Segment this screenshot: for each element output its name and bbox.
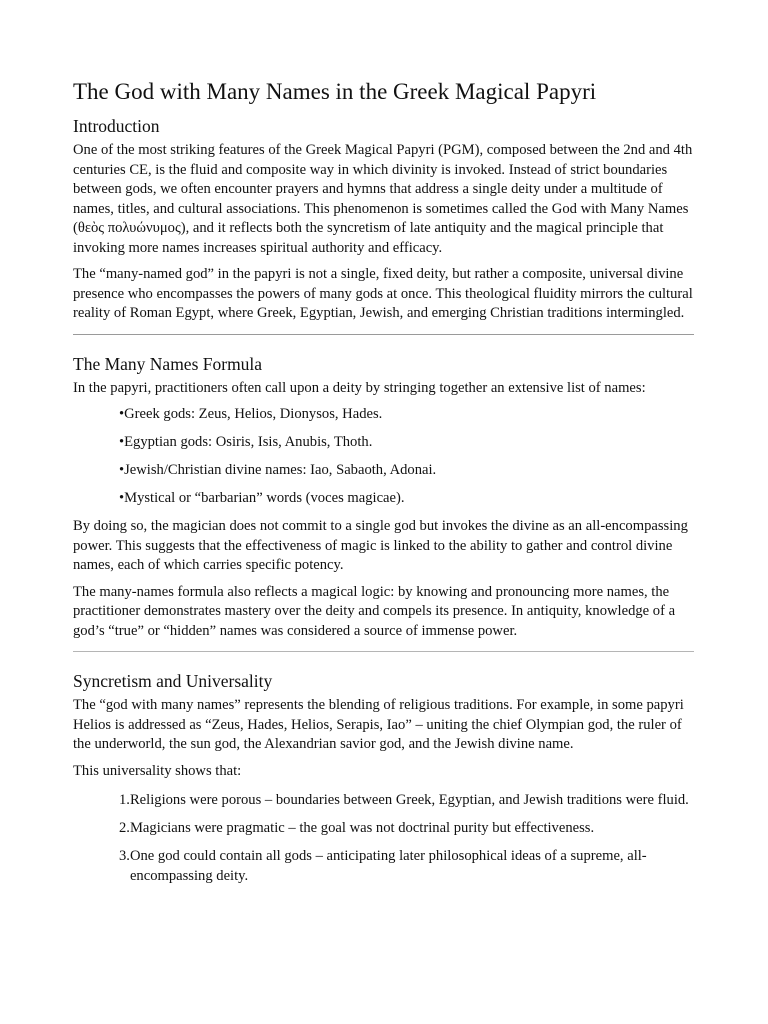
list-item-text: Religions were porous – boundaries between Greek, Egyptian, and Jewish traditions were fluid. (129, 792, 689, 808)
paragraph: The “many-named god” in the papyri is not a single, fixed deity, but rather a composite, universal divine presence who encompasses the powers of many gods at once. This theological fluidity mirrors the cultural reality of Roman Egypt, where Greek, Egyptian, Jewish, and emerging Christian traditions intermingled. (73, 266, 693, 321)
list-item (119, 405, 694, 425)
bullet-marker: • (119, 490, 125, 506)
list-item-text: One god could contain all gods – anticipating later philosophical ideas of a supreme, all-encompassing deity. (129, 848, 647, 884)
list-item-text: Greek gods: Zeus, Helios, Dionysos, Hades. (124, 406, 383, 422)
list-item-text: Egyptian gods: Osiris, Isis, Anubis, Thoth. (124, 434, 373, 450)
list-item-text: Jewish/Christian divine names: Iao, Sabaoth, Adonai. (124, 462, 437, 478)
list-item (119, 791, 694, 811)
section-heading-formula: The Many Names Formula (73, 353, 263, 374)
bullet-marker: • (119, 434, 125, 450)
paragraph: The many-names formula also reflects a magical logic: by knowing and pronouncing more names, the practitioner demonstrates mastery over the deity and compels its presence. In antiquity, knowledge of a god’s “true” or “hidden” names was considered a source of immense power. (73, 583, 676, 639)
section-heading-introduction: Introduction (73, 116, 160, 136)
list-number: 3. (119, 848, 130, 864)
bullet-marker: • (119, 406, 125, 422)
list-number: 2. (119, 820, 130, 836)
paragraph: The “god with many names” represents the blending of religious traditions. For example, in some papyri Helios is addressed as “Zeus, Hades, Helios, Serapis, Iao” – uniting the chief Olympian god, the ruler of the underworld, the sun god, the Alexandrian savior god, and the Jewish divine name. (73, 697, 684, 752)
list-number: 1. (119, 792, 130, 808)
list-item-text: Mystical or “barbarian” words (voces magicae). (124, 490, 405, 506)
page-title: The God with Many Names in the Greek Magical Papyri (73, 79, 597, 104)
bullet-marker: • (119, 462, 125, 478)
paragraph: This universality shows that: (73, 762, 242, 779)
list-item (119, 819, 694, 839)
numbered-list (73, 791, 694, 886)
paragraph: By doing so, the magician does not commit to a single god but invokes the divine as an all-encompassing power. This suggests that the effectiveness of magic is linked to the ability to gather and control divine names, each of which carries specific potency. (73, 518, 688, 573)
paragraph: One of the most striking features of the Greek Magical Papyri (PGM), composed between the 2nd and 4th centuries CE, is the fluid and composite way in which divinity is invoked. Instead of strict boundaries between gods, we often encounter prayers and hymns that address a single deity under a multitude of names, titles, and cultural associations. This phenomenon is sometimes called the God with Many Names (θεὸς πολυώνυμος), and it reflects both the syncretism of late antiquity and the magical principle that invoking more names increases spiritual authority and efficacy. (73, 142, 693, 256)
section-divider (73, 334, 694, 335)
section-divider (73, 651, 694, 652)
list-item (119, 489, 694, 509)
list-item-text: Magicians were pragmatic – the goal was not doctrinal purity but effectiveness. (129, 820, 595, 836)
list-item (119, 847, 694, 886)
paragraph: In the papyri, practitioners often call upon a deity by stringing together an extensive list of names: (73, 379, 646, 396)
bullet-list (73, 405, 694, 509)
section-heading-syncretism: Syncretism and Universality (73, 671, 273, 691)
list-item (119, 433, 694, 453)
list-item (119, 461, 694, 481)
